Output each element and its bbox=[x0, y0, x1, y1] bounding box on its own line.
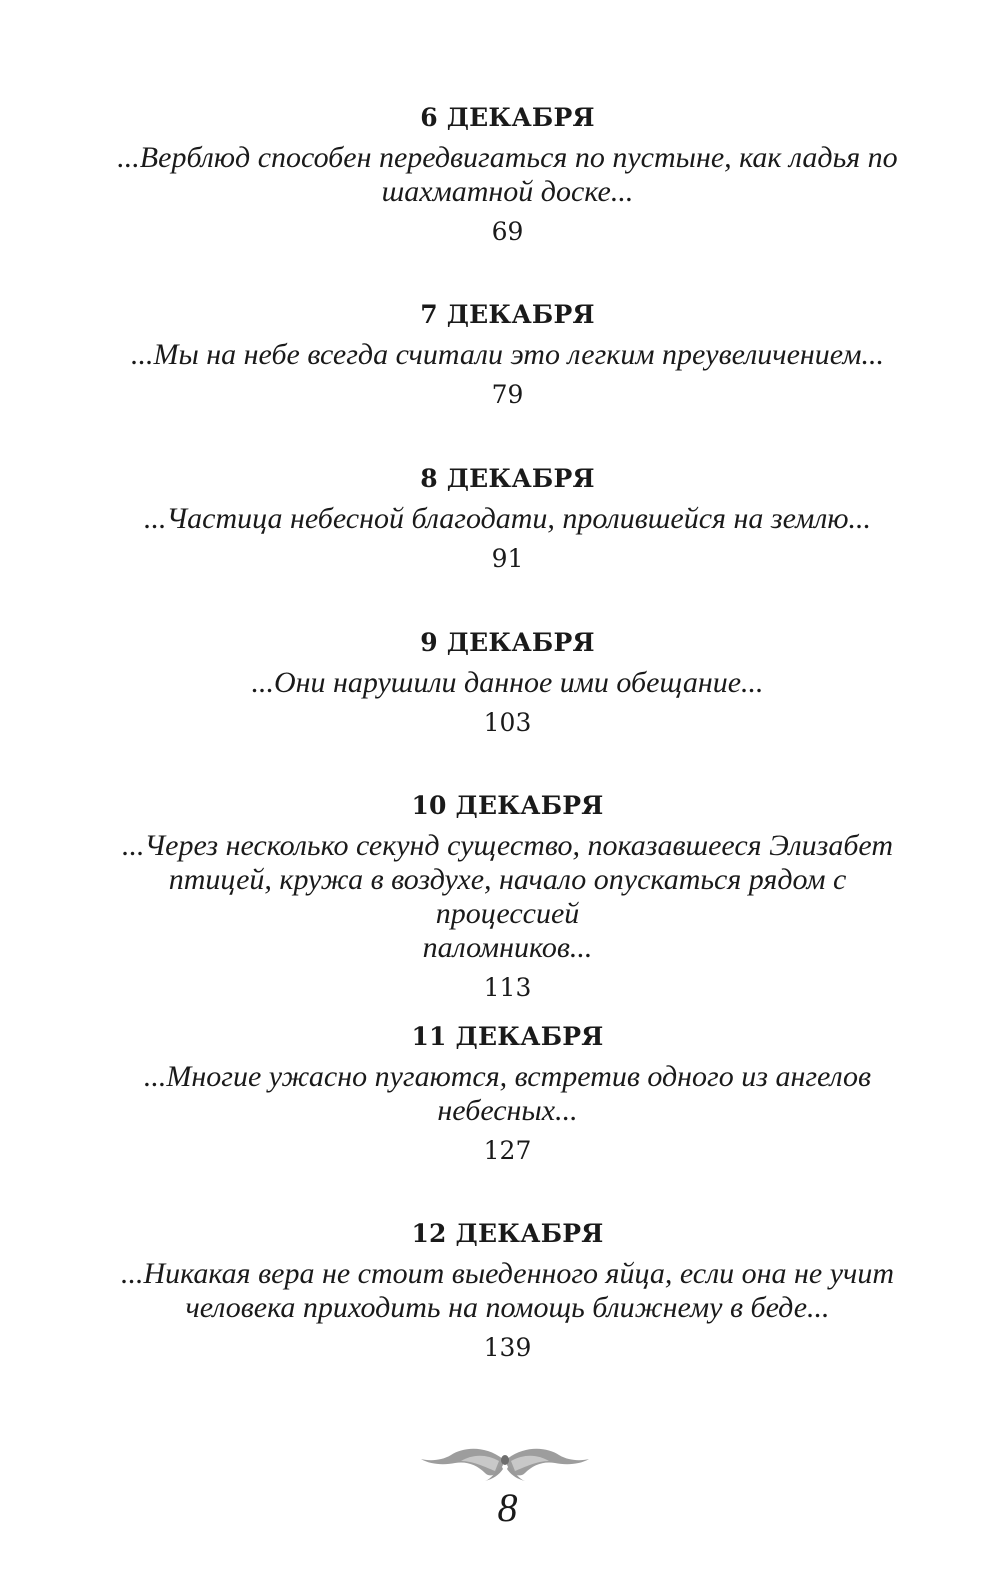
entry-excerpt bbox=[100, 1257, 915, 1325]
excerpt-line: ...Они нарушили данное ими обещание... bbox=[251, 666, 764, 699]
entry-excerpt bbox=[100, 666, 915, 700]
entry-date: 9 ДЕКАБРЯ bbox=[420, 628, 595, 657]
excerpt-line: небесных... bbox=[437, 1094, 578, 1127]
excerpt-line: человека приходить на помощь ближнему в беде... bbox=[185, 1291, 830, 1324]
entry-page-number: 79 bbox=[491, 380, 524, 409]
toc-entry bbox=[100, 103, 915, 247]
excerpt-line: ...Мы на небе всегда считали это легким преувеличением... bbox=[130, 338, 885, 371]
excerpt-line: шахматной доске... bbox=[381, 175, 634, 208]
entry-excerpt bbox=[100, 1060, 915, 1128]
toc-entry bbox=[100, 464, 915, 574]
entry-excerpt bbox=[100, 829, 915, 965]
toc-entry bbox=[100, 791, 915, 1003]
excerpt-line: ...Верблюд способен передвигаться по пустыне, как ладья по bbox=[117, 141, 898, 174]
excerpt-line: ...Никакая вера не стоит выеденного яйца, если она не учит bbox=[120, 1257, 895, 1290]
excerpt-line: паломников... bbox=[422, 931, 593, 964]
toc-entry bbox=[100, 628, 915, 738]
page-number: 8 bbox=[497, 1485, 518, 1530]
entry-excerpt bbox=[100, 338, 915, 372]
entry-excerpt bbox=[100, 141, 915, 209]
entry-excerpt bbox=[100, 502, 915, 536]
entry-page-number: 103 bbox=[483, 708, 532, 737]
entry-date: 11 ДЕКАБРЯ bbox=[411, 1022, 604, 1051]
entry-date: 10 ДЕКАБРЯ bbox=[411, 791, 604, 820]
entry-date: 7 ДЕКАБРЯ bbox=[420, 300, 595, 329]
toc-entry bbox=[100, 300, 915, 410]
excerpt-line: ...Частица небесной благодати, пролившейся на землю... bbox=[143, 502, 872, 535]
toc-entry bbox=[100, 1219, 915, 1363]
entry-date: 12 ДЕКАБРЯ bbox=[411, 1219, 604, 1248]
ornament-flourish-icon bbox=[415, 1443, 595, 1483]
entry-page-number: 69 bbox=[491, 217, 524, 246]
entry-date: 6 ДЕКАБРЯ bbox=[420, 103, 595, 132]
excerpt-line: птицей, кружа в воздухе, начало опускаться рядом с процессией bbox=[168, 863, 847, 930]
entry-page-number: 127 bbox=[483, 1136, 532, 1165]
entry-page-number: 113 bbox=[483, 973, 532, 1002]
entry-page-number: 139 bbox=[483, 1333, 532, 1362]
entry-page-number: 91 bbox=[491, 544, 524, 573]
excerpt-line: ...Через несколько секунд существо, показавшееся Элизабет bbox=[121, 829, 894, 862]
entry-date: 8 ДЕКАБРЯ bbox=[420, 464, 595, 493]
toc-entry bbox=[100, 1022, 915, 1166]
excerpt-line: ...Многие ужасно пугаются, встретив одного из ангелов bbox=[143, 1060, 872, 1093]
